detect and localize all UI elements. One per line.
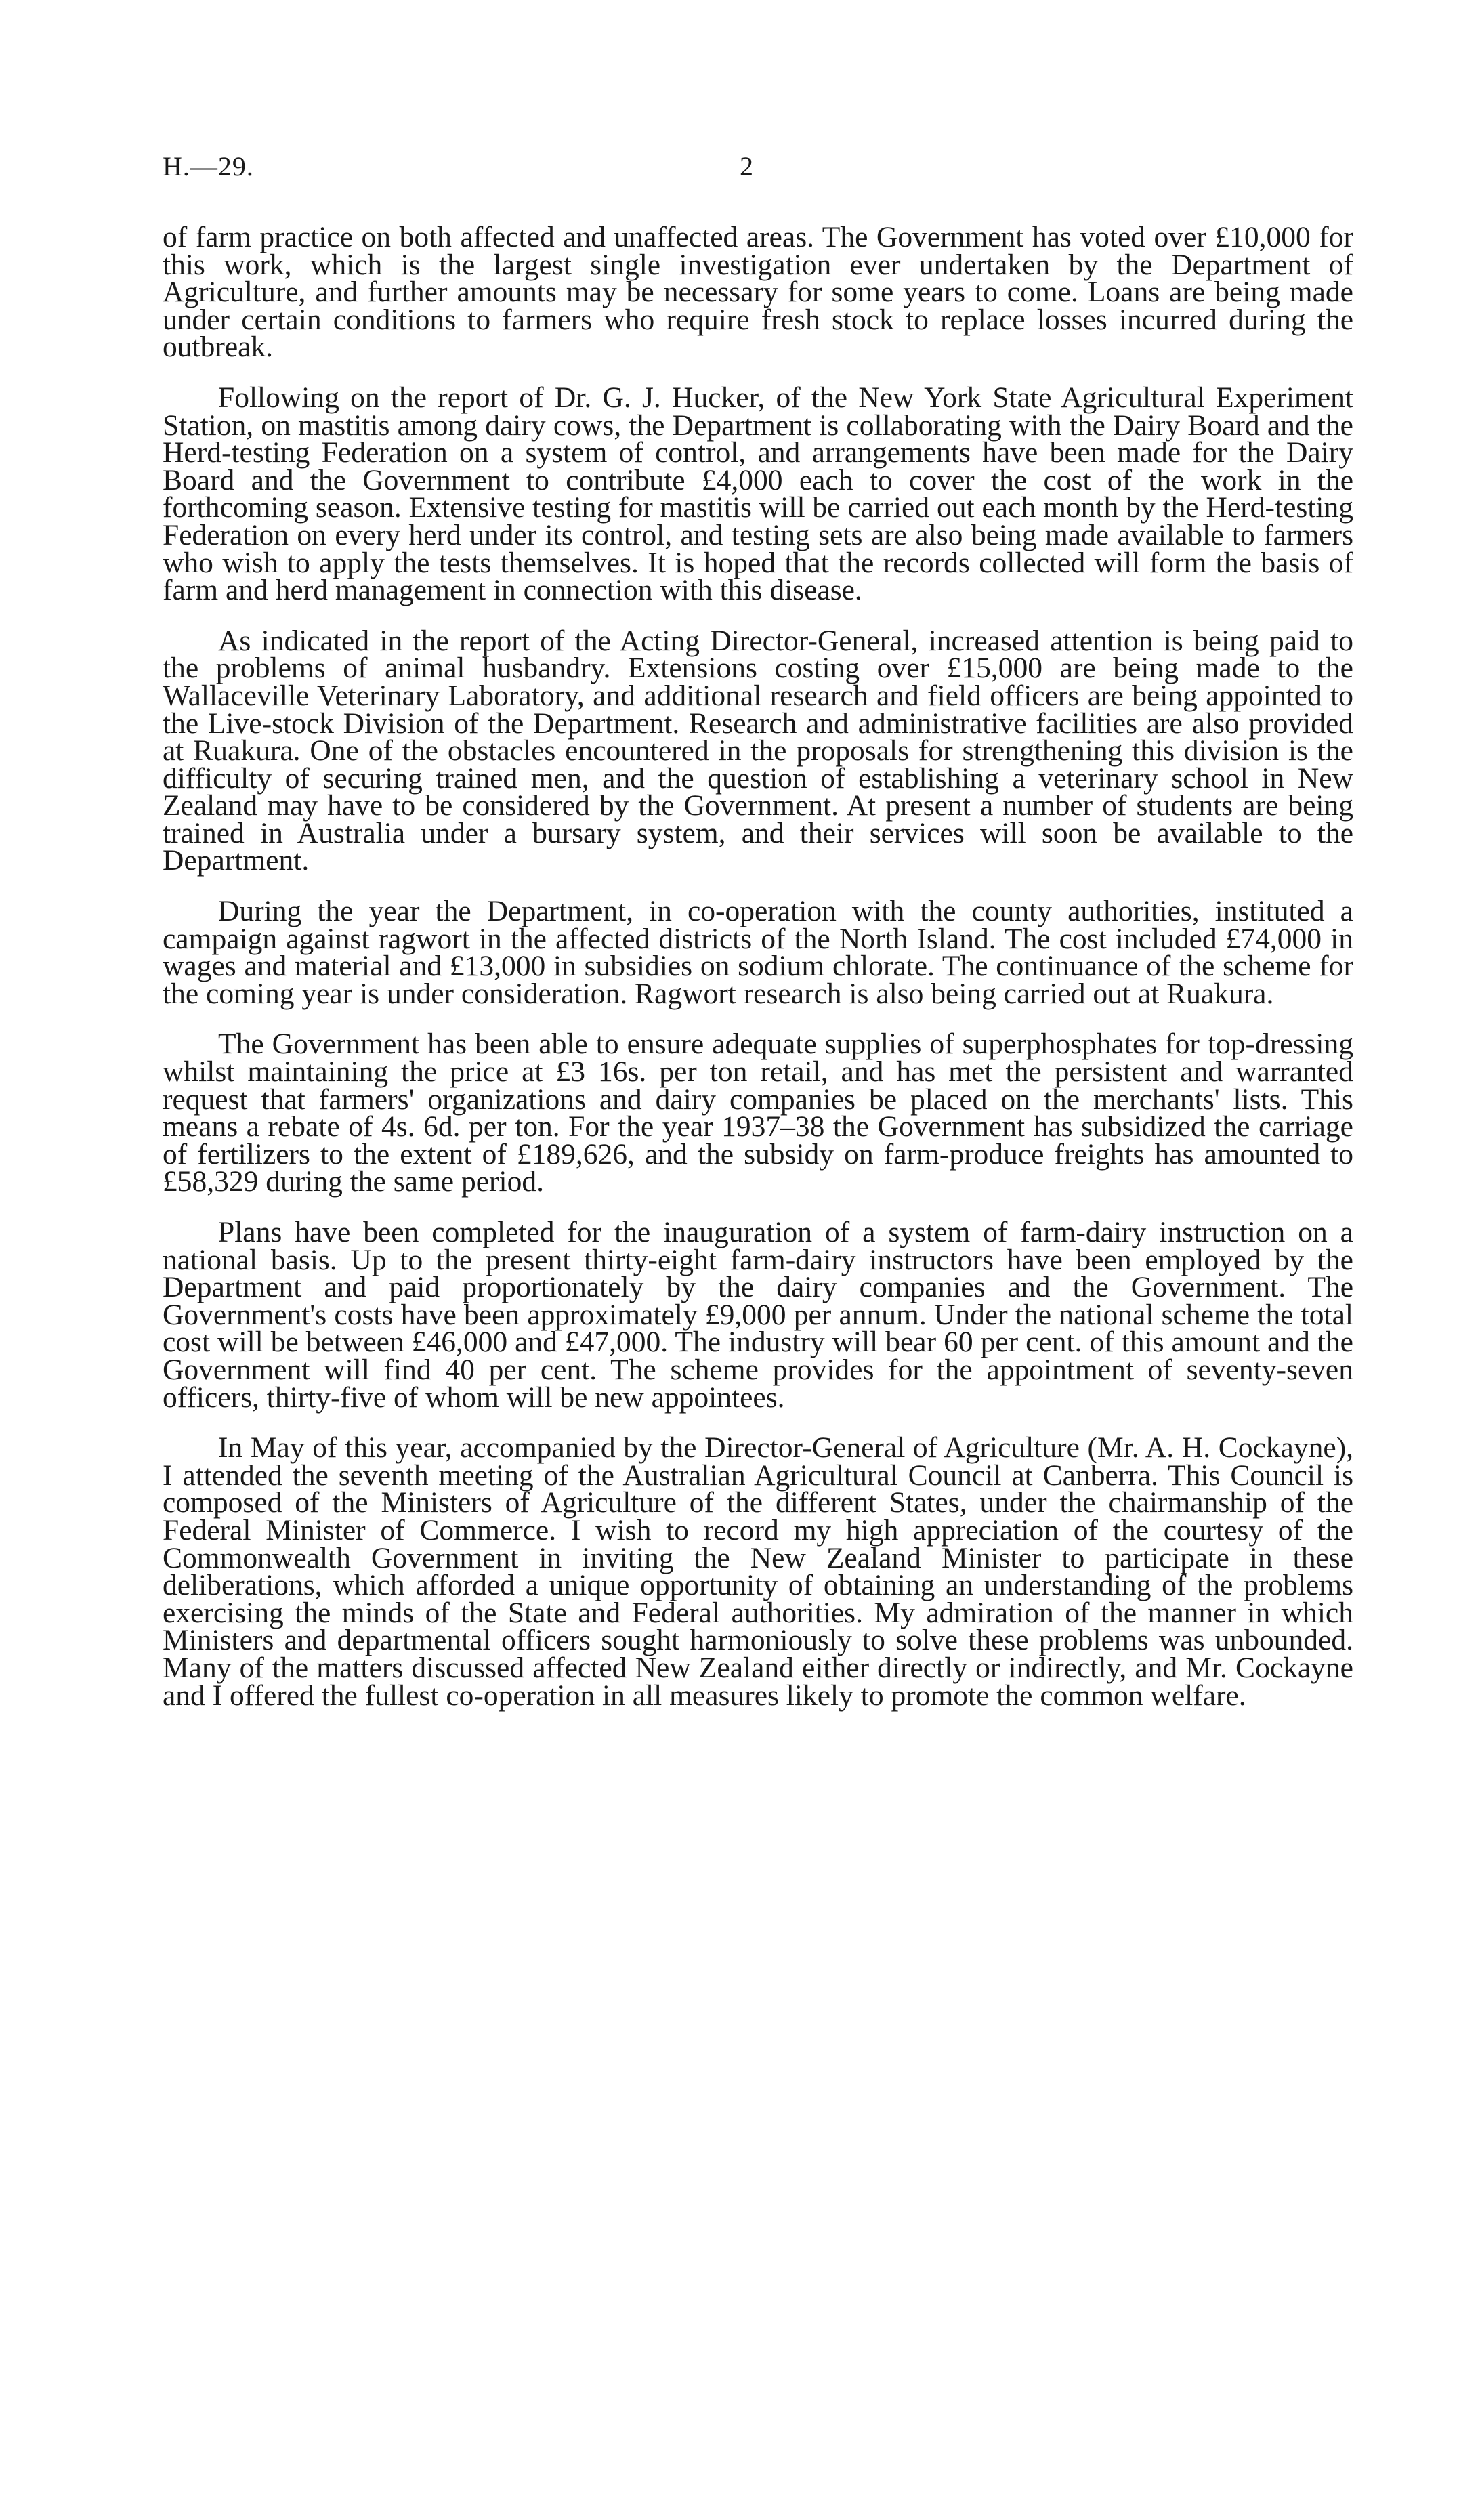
- page-number: 2: [740, 151, 753, 182]
- body-text: [163, 221, 1353, 1732]
- page-header: [163, 150, 1355, 191]
- document-reference: H.—29.: [163, 151, 254, 182]
- paragraph: Plans have been completed for the inauguration of a system of farm-dairy instruction on a national basis. Up to the present thirty-eight farm-dairy instructors have been employed by the Department and paid proportionately by the dairy companies and the Government. The Government's costs have been approximately £9,000 per annum. Under the national scheme the total cost will be between £46,000 and £47,000. The industry will bear 60 per cent. of this amount and the Government will find 40 per cent. The scheme provides for the appointment of seventy-seven officers, thirty-five of whom will be new appointees.: [163, 1216, 1353, 1414]
- paragraph: The Government has been able to ensure adequate supplies of superphosphates for top-dressing whilst maintaining the price at £3 16s. per ton retail, and has met the persistent and warranted request that farmers' organizations and dairy companies be placed on the merchants' lists. This means a rebate of 4s. 6d. per ton. For the year 1937–38 the Government has subsidized the carriage of fertilizers to the extent of £189,626, and the subsidy on farm-produce freights has amounted to £58,329 during the same period.: [163, 1028, 1353, 1198]
- paragraph: As indicated in the report of the Acting Director-General, increased attention is being paid to the problems of animal husbandry. Extensions costing over £15,000 are being made to the Wallaceville Veterinary Laboratory, and additional research and field officers are being appointed to the Live-stock Division of the Department. Research and administrative facilities are also provided at Ruakura. One of the obstacles encountered in the proposals for strengthening this division is the difficulty of securing trained men, and the question of establishing a veterinary school in New Zealand may have to be considered by the Government. At present a number of students are being trained in Australia under a bursary system, and their services will soon be available to the Department.: [163, 624, 1353, 877]
- paragraph: During the year the Department, in co-operation with the county authorities, instituted a campaign against ragwort in the affected districts of the North Island. The cost included £74,000 in wages and material and £13,000 in subsidies on sodium chlorate. The continuance of the scheme for the coming year is under consideration. Ragwort research is also being carried out at Ruakura.: [163, 895, 1353, 1010]
- paragraph: of farm practice on both affected and unaffected areas. The Government has voted over £10,000 for this work, which is the largest single investigation ever undertaken by the Department of Agriculture, and further amounts may be necessary for some years to come. Loans are being made under certain conditions to farmers who require fresh stock to replace losses incurred during the outbreak.: [163, 221, 1353, 364]
- paragraph: In May of this year, accompanied by the Director-General of Agriculture (Mr. A. H. Cockayne), I attended the seventh meeting of the Australian Agricultural Council at Canberra. This Council is composed of the Ministers of Agriculture of the different States, under the chairmanship of the Federal Minister of Commerce. I wish to record my high appreciation of the courtesy of the Commonwealth Government in inviting the New Zealand Minister to participate in these deliberations, which afforded a unique opportunity of obtaining an understanding of the problems exercising the minds of the State and Federal authorities. My admiration of the manner in which Ministers and departmental officers sought harmoniously to solve these problems was unbounded. Many of the matters discussed affected New Zealand either directly or indirectly, and Mr. Cockayne and I offered the fullest co-operation in all measures likely to promote the common welfare.: [163, 1431, 1353, 1712]
- paragraph: Following on the report of Dr. G. J. Hucker, of the New York State Agricultural Experiment Station, on mastitis among dairy cows, the Department is collaborating with the Dairy Board and the Herd-testing Federation on a system of control, and arrangements have been made for the Dairy Board and the Government to contribute £4,000 each to cover the cost of the work in the forthcoming season. Extensive testing for mastitis will be carried out each month by the Herd-testing Federation on every herd under its control, and testing sets are also being made available to farmers who wish to apply the tests themselves. It is hoped that the records collected will form the basis of farm and herd management in connection with this disease.: [163, 381, 1353, 607]
